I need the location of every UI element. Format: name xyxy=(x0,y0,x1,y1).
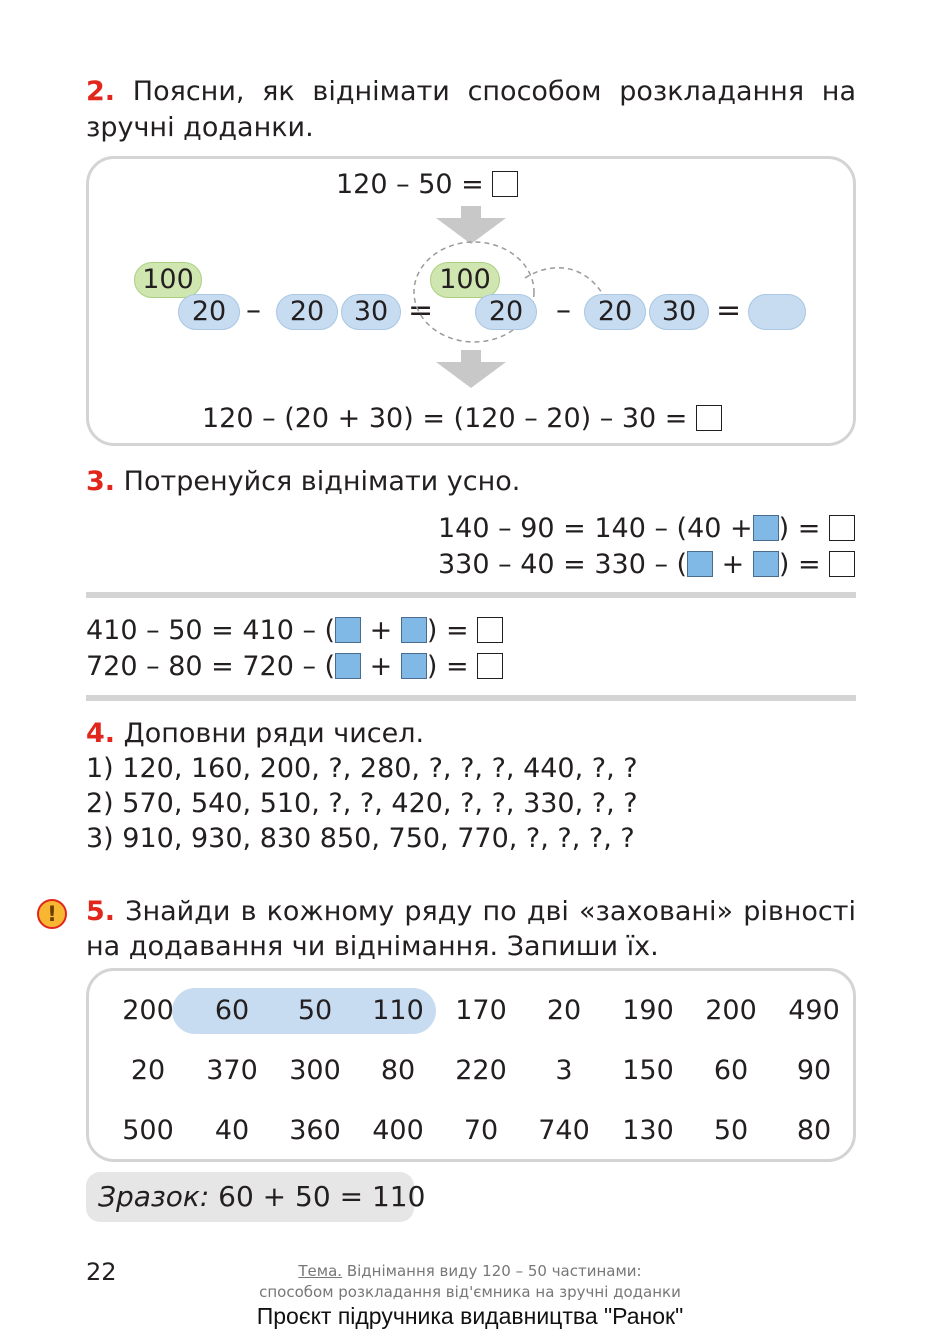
task2-text-1: Поясни, як віднімати способом розкладання на xyxy=(132,76,856,107)
eq-text: 720 – 80 = 720 – ( xyxy=(86,651,336,682)
task5-line1 xyxy=(86,894,856,930)
grid-number[interactable]: 50 xyxy=(297,995,333,1026)
grid-number[interactable]: 740 xyxy=(538,1115,590,1146)
bubble-30-right: 30 xyxy=(649,294,709,330)
task5-number: 5. xyxy=(86,896,116,927)
task2-top-equation xyxy=(336,168,518,202)
grid-number[interactable]: 20 xyxy=(546,995,582,1026)
grid-number[interactable]: 400 xyxy=(372,1115,424,1146)
sample-line xyxy=(98,1180,425,1214)
eq-text: ) = xyxy=(426,615,469,646)
task5-line2: на додавання чи віднімання. Запиши їх. xyxy=(86,931,659,962)
task3-eq4 xyxy=(86,650,503,684)
bubble-100-right: 100 xyxy=(430,262,500,298)
task3-eq1 xyxy=(438,512,855,546)
grid-number[interactable]: 80 xyxy=(796,1115,832,1146)
grid-number[interactable]: 60 xyxy=(713,1055,749,1086)
answer-box[interactable] xyxy=(477,653,503,679)
grid-number[interactable]: 50 xyxy=(713,1115,749,1146)
answer-box[interactable] xyxy=(829,515,855,541)
task3-eq3 xyxy=(86,614,503,648)
topic-line-1 xyxy=(200,1262,740,1280)
answer-box[interactable] xyxy=(492,171,518,197)
grid-number[interactable]: 80 xyxy=(380,1055,416,1086)
plus-sign: + xyxy=(369,651,393,682)
task2-bottom-expression: 120 – (20 + 30) = (120 – 20) – 30 = xyxy=(202,403,688,434)
grid-number[interactable]: 300 xyxy=(289,1055,341,1086)
eq-text: 140 – 90 = 140 – (40 + xyxy=(438,513,753,544)
task3-number: 3. xyxy=(86,466,116,497)
task2-line2: зручні доданки. xyxy=(86,112,314,143)
minus-sign: – xyxy=(246,293,261,328)
eq-text: 330 – 40 = 330 – ( xyxy=(438,549,688,580)
plus-sign: + xyxy=(369,615,393,646)
plus-sign: + xyxy=(721,549,745,580)
blue-answer-box[interactable] xyxy=(335,617,361,643)
topic-label: Тема. xyxy=(298,1262,343,1280)
grid-number[interactable]: 130 xyxy=(622,1115,674,1146)
task2-line1 xyxy=(86,74,856,110)
topic-line-2: способом розкладання від'ємника на зручні доданки xyxy=(259,1283,681,1301)
grid-number[interactable]: 500 xyxy=(122,1115,174,1146)
grid-number[interactable]: 200 xyxy=(122,995,174,1026)
blue-answer-box[interactable] xyxy=(753,551,779,577)
task2-number: 2. xyxy=(86,76,116,107)
project-caption: Проєкт підручника видавництва "Ранок" xyxy=(256,1303,684,1329)
bubble-30-left: 30 xyxy=(341,294,401,330)
bubble-20-right: 20 xyxy=(475,294,537,330)
bubble-20-right-b: 20 xyxy=(584,294,646,330)
blue-answer-box[interactable] xyxy=(401,617,427,643)
grid-number[interactable]: 20 xyxy=(130,1055,166,1086)
sample-equation: 60 + 50 = 110 xyxy=(218,1180,426,1213)
minus-sign-right: – xyxy=(556,293,571,328)
grid-number[interactable]: 90 xyxy=(796,1055,832,1086)
equals-sign-right: = xyxy=(716,293,742,328)
blue-answer-box[interactable] xyxy=(753,515,779,541)
grid-number[interactable]: 60 xyxy=(214,995,250,1026)
divider-line xyxy=(86,695,856,701)
bubble-20-left-b: 20 xyxy=(276,294,338,330)
task5-text-1: Знайди в кожному ряду по дві «заховані» рівності xyxy=(125,896,856,927)
answer-box[interactable] xyxy=(696,405,722,431)
blue-answer-box[interactable] xyxy=(401,653,427,679)
task2-bottom-equation xyxy=(202,402,722,436)
grid-number[interactable]: 150 xyxy=(622,1055,674,1086)
warning-glyph: ! xyxy=(47,902,57,926)
grid-number[interactable]: 220 xyxy=(455,1055,507,1086)
topic-text-1: Віднімання виду 120 – 50 частинами: xyxy=(346,1262,642,1280)
task3-heading xyxy=(86,464,520,500)
bubble-100-left: 100 xyxy=(134,262,202,298)
blue-answer-box[interactable] xyxy=(335,653,361,679)
grid-number[interactable]: 490 xyxy=(788,995,840,1026)
sample-label: Зразок: xyxy=(98,1180,210,1213)
task3-title: Потренуйся віднімати усно. xyxy=(123,466,521,497)
grid-number[interactable]: 200 xyxy=(705,995,757,1026)
down-arrow-icon xyxy=(436,206,506,244)
grid-number[interactable]: 70 xyxy=(463,1115,499,1146)
eq-text: ) = xyxy=(778,513,821,544)
eq-text: ) = xyxy=(426,651,469,682)
grid-number[interactable]: 360 xyxy=(289,1115,341,1146)
sequence-row-1: 1) 120, 160, 200, ?, 280, ?, ?, ?, 440, ?, ? xyxy=(86,753,638,784)
grid-number[interactable]: 370 xyxy=(206,1055,258,1086)
answer-box[interactable] xyxy=(829,551,855,577)
equals-sign: = xyxy=(408,293,434,328)
grid-number[interactable]: 190 xyxy=(622,995,674,1026)
divider-line xyxy=(86,592,856,598)
sequence-row-2: 2) 570, 540, 510, ?, ?, 420, ?, ?, 330, ?, ? xyxy=(86,788,638,819)
grid-number[interactable]: 110 xyxy=(372,995,424,1026)
page-number: 22 xyxy=(86,1258,117,1286)
bubble-20-left: 20 xyxy=(178,294,240,330)
answer-bubble[interactable] xyxy=(748,294,806,330)
task4-number: 4. xyxy=(86,718,116,749)
task3-eq2 xyxy=(438,548,855,582)
task2-top-expression: 120 – 50 = xyxy=(336,169,484,200)
down-arrow-icon-2 xyxy=(436,350,506,388)
eq-text: 410 – 50 = 410 – ( xyxy=(86,615,336,646)
eq-text: ) = xyxy=(778,549,821,580)
task4-heading xyxy=(86,716,424,752)
grid-number[interactable]: 170 xyxy=(455,995,507,1026)
answer-box[interactable] xyxy=(477,617,503,643)
blue-answer-box[interactable] xyxy=(687,551,713,577)
grid-number[interactable]: 3 xyxy=(555,1055,573,1086)
sequence-row-3: 3) 910, 930, 830 850, 750, 770, ?, ?, ?, ? xyxy=(86,823,635,854)
grid-number[interactable]: 40 xyxy=(214,1115,250,1146)
task4-title: Доповни ряди чисел. xyxy=(123,718,425,749)
